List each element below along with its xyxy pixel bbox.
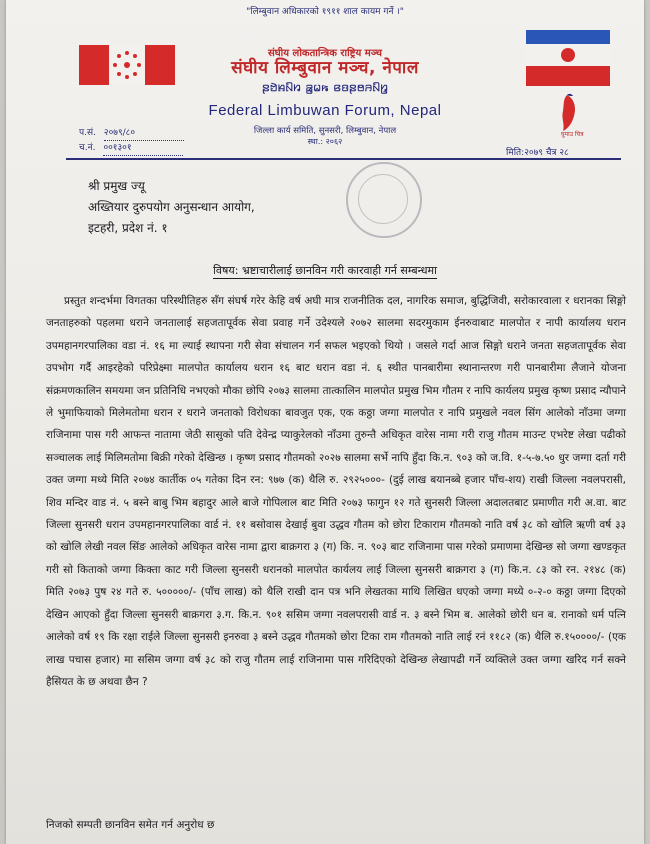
- letterhead-motto: "लिम्बुवान अधिकारको १९११ शाल कायम गर्ने ।": [246, 7, 404, 17]
- chalani-value: ००१३०१: [103, 141, 183, 156]
- subject-line: [6, 263, 644, 278]
- chalani-label: च.नं.: [79, 143, 96, 153]
- bird-emblem-icon: [555, 93, 581, 133]
- emblem-label: घुमाउ चित्र: [561, 131, 584, 138]
- addressee-line: श्री प्रमुख ज्यू: [88, 179, 145, 193]
- body-paragraph: प्रस्तुत शन्दर्भमा विगतका परिस्थीतिहरु सँग संघर्ष गरेर केहि वर्ष अघी मात्र राजनीतिक दल, नागरिक समाज, बुद्धिजिवी, सरोकारवाला र धरानका सिङ्गो जनताहरुको पहलमा धराने जनतालाई सहजतापूर्वक सेवा प्रवाह गर्ने उदेश्यले २०७२ सालमा सदरमुकाम ईनरुवाबाट मालपोत र नापी कार्यालय धरान उपमहानगरपालिका वडा नं. १६ मा ल्याई स्थापना गरी सेवा संचालन गर्न सफल भइएको थियो । जसले गर्दा आज सिङ्गो धराने जनता सहजतापूर्वक सेवा उपभोग गर्दै आइरहेको परिप्रेक्ष्मा मालपोत कार्यालय धरान १६ बाट धरान वडा नं. ६ स्थीत पानबारीमा स्थानान्तरण गरी पानबारीमा लैजाने योजना संक्रमणकालिन समयमा जन प्रतिनिधि नभएको मौका छोपि २०७३ सालमा तात्कालिन मालपोत प्रमुख भिम गौतम र नापि कार्यलय प्रमुख कृष्ण प्रसाद न्यौपाने ले भुमाफियाको मिलेमतोमा धरान र धराने जनताको विरोधका बावजुत एक, एक कठ्ठा जग्गा मालपोत र नापि प्रमुखले नवल सिंग आलेको नाँउमा जग्गा राजिनामा पास गरी आफन्त नातामा जेठी सासुको पति देवेन्द्र प्याकुरेलको नाँउमा तुरुन्तै अधिकृत वारेस नामा गरी राजु गौतम माउन्ट एभरेष्ट लेखा पढीको सञ्चालक लाई मिलिमतोमा बिक्री गरेको देखिन्छ । कृष्ण प्रसाद गौतमको २०२७ सालमा सर्भे नापि हुँदा कि.न. ९०३ को ज.वि. १-५-७.५० धुर जग्गा दर्ता गरी उक्त जग्गा मध्ये मिति २०७४ कार्तीक ०५ गतेका दिन रन: ९७७ (क) थैलि रु. २९२५०००- (दुई लाख बयानब्बे हजार पाँच-शय) राखी जिल्ला नवलपरासी, शिव मन्दिर वाड नं. ५ बस्ने बाबु भिम बहादुर आले बाजे गोपिलाल बाट मिति २०७३ फागुन १२ गते सुनसरी जिल्ला अदालतबाट प्रमाणीत गरी अ.वा. बाट जिल्ला सुनसरी धरान उपमहानगरपालिका वार्ड नं. ११ बसोवास देखाई बुवा उद्धव गौतम को छोरा टिकाराम गौतमको नाति वर्ष ३८ को खोलि ऋणी वर्ष ३३ को खोलि लेखी नवल सिंङ आलेको अधिकृत वारेस नामा द्वारा बाक्रगरा ३ (ग) कि. न. ९०३ बाट राजिनामा पास गरेको प्रमाणमा देखिन्छ सो जग्गा खण्डकृत गरी सो किताको जग्गा किक्ता काट गरी जिल्ला सुनसरी धरानको मालपोत कार्यलय लाई जिल्ला सुनसरी बाक्रगरा ३ (ग) कि.न. ८३ को रन. २१४८ (क) मिति २०७३ पुष २४ गते रु. ५०००००/- (पाँच लाख) को थैलि राखी दान पत्र भनि लेखतका माथि लिखित धएको जग्गा मध्ये ०-२-० कठ्ठा जग्गा दिएको देखिन आएको हुँदा जिल्ला सुनसरी बाक्रगरा ३.ग. कि.न. ९०१ ससिम जग्गा नवलपरासी वार्ड न. ३ बस्ने भिम ब. आलेको छोरी धन ब. रानाको धर्म पत्नि आलेको वर्ष १९ कि रक्षा राईले जिल्ला सुनसरी इनरुवा ३ बस्ने उद्धव गौतमको छोरा टिका राम गौतमको नाति लाई रनं ११८२ (क) थैलि रु.१५००००/- (एक लाख पचास हजार) मा ससिम जग्गा वर्ष ३८ को राजु गौतम लाई राजिनामा पास गरिदिएको देखिन्छ लेखापढी गर्ने व्यक्तिले उक्त जग्गा खरिद गर्न सक्ने हैसियत के छ अथवा छैन ?: [46, 295, 626, 688]
- letterhead-title-nepali: संघीय लिम्बुवान मञ्च, नेपाल: [231, 58, 419, 78]
- reference-block: [79, 126, 184, 156]
- letterhead-title-english: Federal Limbuwan Forum, Nepal: [208, 102, 442, 119]
- addressee-line: इटहरी, प्रदेश नं. १: [88, 221, 168, 235]
- addressee-block: [88, 176, 255, 239]
- subject-text: विषय: भ्रष्टाचारीलाई छानविन गरी कारवाही गर्न सम्बन्धमा: [213, 264, 437, 277]
- letter-sheet: [6, 0, 644, 844]
- header-divider: [66, 158, 621, 160]
- patra-label: प.सं.: [79, 128, 96, 138]
- patra-value: २०७९/८०: [104, 126, 184, 141]
- office-stamp: [346, 162, 422, 238]
- letterhead-established: स्था.: २०६२: [307, 137, 343, 146]
- letter-body: [46, 290, 626, 693]
- letterhead-office: जिल्ला कार्य समिति, सुनसरी, लिम्बुवान, नेपाल: [253, 126, 397, 136]
- letterhead-subtitle: संघीय लोकतान्त्रिक राष्ट्रिय मञ्च: [268, 48, 382, 59]
- letter-date: मिति:२०७९ चैत्र २८: [506, 145, 586, 159]
- addressee-line: अख्तियार दुरुपयोग अनुसन्धान आयोग,: [88, 200, 255, 214]
- letterhead-title-script: ꤔꤠꤧꤌꤡꤙ ꤁꤬ꤗꤒ ꤕꤢꤔꤥꤏꤡꤙ꤭: [261, 80, 389, 95]
- closing-line: निजको सम्पती छानविन समेत गर्न अनुरोध छ: [46, 819, 215, 831]
